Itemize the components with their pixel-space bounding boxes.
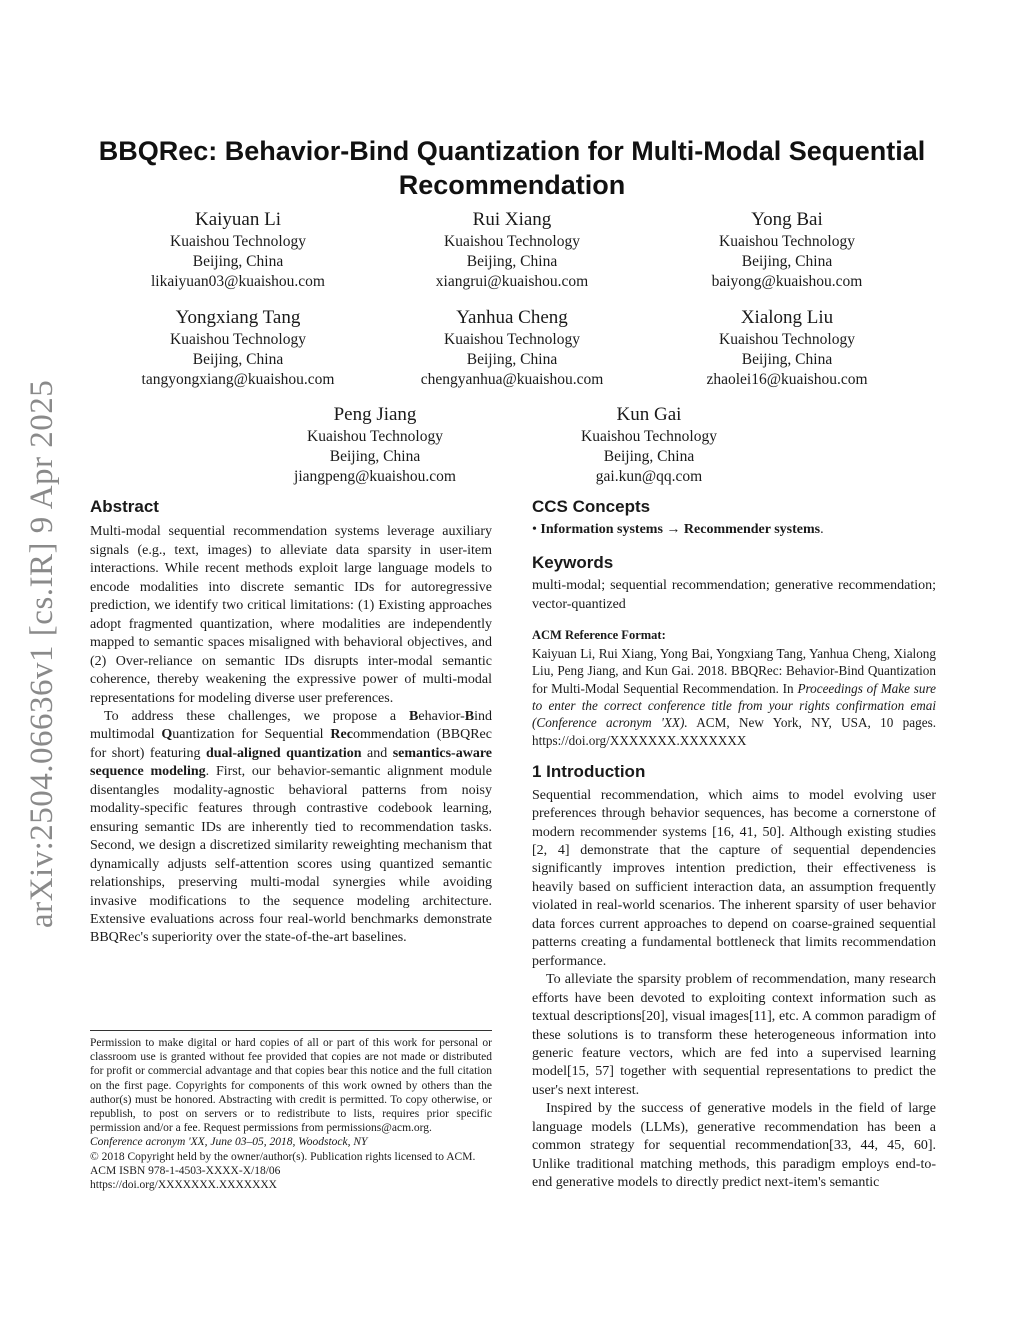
author-location: Beijing, China	[329, 448, 421, 465]
author-email: jiangpeng@kuaishou.com	[294, 468, 456, 485]
ccs-heading: CCS Concepts	[532, 497, 651, 516]
author-affiliation: Kuaishou Technology	[719, 331, 855, 348]
author-affiliation: Kuaishou Technology	[444, 233, 580, 250]
intro-paragraph: To alleviate the sparsity problem of recommendation, many research efforts have been devoted to exploiting context information such as textual descriptions[20], visual images[11], etc. A common paradigm of these solutions is to transform these heterogeneous information into generic feature vectors, which are fed into a supervised learning model[15, 57] together with sequential representations to predict the user's next interest.	[532, 972, 936, 1098]
author-location: Beijing, China	[192, 351, 284, 368]
ccs-concepts: • Information systems → Recommender systems.	[532, 522, 824, 538]
abstract-section	[90, 498, 492, 948]
permission-text: Permission to make digital or hard copies of all or part of this work for personal or classroom use is granted without fee provided that copies are not made or distributed for profit or commercial advantage and that copies bear this notice and the full citation on the first page. Copyrights for components of this work owned by others than the author(s) must be honored. Abstracting with credit is permitted. To copy otherwise, or republish, to post on servers or to redistribute to lists, requires prior specific permission and/or a fee. Request permissions from permissions@acm.org.	[90, 1037, 492, 1135]
author-name: Xialong Liu	[740, 307, 834, 328]
author-name: Yongxiang Tang	[175, 307, 301, 328]
author-block	[499, 404, 799, 487]
author-location: Beijing, China	[192, 253, 284, 270]
author-email: chengyanhua@kuaishou.com	[420, 371, 604, 388]
author-affiliation: Kuaishou Technology	[719, 233, 855, 250]
author-affiliation: Kuaishou Technology	[170, 233, 306, 250]
intro-paragraph: Inspired by the success of generative models in the field of large language models (LLMs), generative recommendation has been a common strategy for sequential recommendation[33, 44, 45, 60]. Unlike traditional matching methods, this paradigm employs end-to-end generative models to directly predict next-item's semantic	[532, 1101, 936, 1191]
author-location: Beijing, China	[466, 253, 558, 270]
author-location: Beijing, China	[466, 351, 558, 368]
acm-reference-text: Kaiyuan Li, Rui Xiang, Yong Bai, Yongxiang Tang, Yanhua Cheng, Xialong Liu, Peng Jiang, and Kun Gai. 2018. BBQRec: Behavior-Bind Quantization for Multi-Modal Sequential Recommendation. In Proceedings of Make sure to enter the correct conference title from your rights confirmation emai (Conference acronym 'XX). ACM, New York, NY, USA, 10 pages. https://doi.org/XXXXXXX.XXXXXXX	[532, 645, 936, 748]
author-email: xiangrui@kuaishou.com	[435, 273, 589, 290]
acm-reference-heading: ACM Reference Format:	[532, 628, 666, 643]
author-name: Peng Jiang	[333, 404, 417, 425]
introduction-heading: 1 Introduction	[532, 762, 646, 782]
abstract-paragraph: To address these challenges, we propose a Behavior-Bind multimodal Quantization for Sequential Recommendation (BBQRec for short) featuring dual-aligned quantization and semantics-aware sequence modeling. First, our behavior-semantic alignment module disentangles modality-agnostic behavioral patterns from noisy modality-specific features through contrastive codebook learning, ensuring semantic IDs are inherently tied to recommendation tasks. Second, we design a discretized similarity reweighting mechanism that dynamically adjusts self-attention scores using quantized semantic relationships, preserving multi-modal synergies while avoiding invasive modifications to the sequence modeling architecture. Extensive evaluations across four real-world benchmarks demonstrate BBQRec's superiority over the state-of-the-art baselines.	[90, 708, 493, 946]
author-name: Rui Xiang	[472, 209, 552, 230]
doi-line: https://doi.org/XXXXXXX.XXXXXXX	[90, 1179, 277, 1192]
footnote-divider	[90, 1030, 492, 1031]
author-block	[362, 209, 662, 292]
author-block	[88, 307, 388, 390]
author-block	[637, 307, 937, 390]
author-block	[225, 404, 525, 487]
author-affiliation: Kuaishou Technology	[307, 428, 443, 445]
author-name: Kun Gai	[616, 404, 682, 425]
author-name: Yanhua Cheng	[456, 307, 568, 328]
copyright-line: © 2018 Copyright held by the owner/author(s). Publication rights licensed to ACM.	[90, 1150, 476, 1163]
conference-line: Conference acronym 'XX, June 03–05, 2018, Woodstock, NY	[90, 1136, 368, 1149]
author-name: Yong Bai	[751, 209, 823, 230]
author-email: baiyong@kuaishou.com	[711, 273, 863, 290]
paper-title: BBQRec: Behavior-Bind Quantization for Multi-Modal Sequential Recommendation	[98, 136, 926, 200]
author-affiliation: Kuaishou Technology	[581, 428, 717, 445]
author-affiliation: Kuaishou Technology	[170, 331, 306, 348]
author-email: likaiyuan03@kuaishou.com	[151, 273, 325, 290]
author-email: tangyongxiang@kuaishou.com	[141, 371, 335, 388]
author-affiliation: Kuaishou Technology	[444, 331, 580, 348]
author-location: Beijing, China	[741, 253, 833, 270]
intro-paragraph: Sequential recommendation, which aims to model evolving user preferences through behavior sequences, has become a cornerstone of modern recommender systems [16, 41, 50]. Although existing studies [2, 4] demonstrate that the capture of sequential dependencies significantly improves intention prediction, their effectiveness is heavily based on sufficient interaction data, an assumption frequently violated in real-world scenarios. The inherent sparsity of user behavior data forces current approaches to depend on coarse-grained sequential patterns creating a fundamental bottleneck that limits recommendation performance.	[532, 787, 936, 969]
keywords-text: multi-modal; sequential recommendation; generative recommendation; vector-quantized	[532, 578, 936, 612]
author-block	[88, 209, 388, 292]
permission-footnote	[90, 1036, 492, 1192]
abstract-heading: Abstract	[90, 497, 159, 516]
abstract-paragraph: Multi-modal sequential recommendation systems leverage auxiliary signals (e.g., text, images) to alleviate data sparsity in user-item interactions. While recent methods exploit large language models to encode modalities into discrete semantic IDs for autoregressive prediction, we identify two critical limitations: (1) Existing approaches adopt fragmented quantization, where modalities are independently mapped to semantic spaces misaligned with behavioral objectives, and (2) Over-reliance on semantic IDs disrupts inter-modal semantic coherence, thereby weakening the expressive power of multi-modal representations for modeling diverse user preferences.	[90, 524, 492, 706]
author-name: Kaiyuan Li	[194, 209, 281, 230]
author-block	[362, 307, 662, 390]
author-location: Beijing, China	[603, 448, 695, 465]
author-email: gai.kun@qq.com	[595, 468, 703, 485]
keywords-heading: Keywords	[532, 552, 614, 572]
author-block	[637, 209, 937, 292]
author-location: Beijing, China	[741, 351, 833, 368]
author-email: zhaolei16@kuaishou.com	[706, 371, 868, 388]
arxiv-identifier: arXiv:2504.06636v1 [cs.IR] 9 Apr 2025	[24, 379, 60, 928]
right-column	[532, 498, 936, 1193]
isbn-line: ACM ISBN 978-1-4503-XXXX-X/18/06	[90, 1164, 281, 1177]
